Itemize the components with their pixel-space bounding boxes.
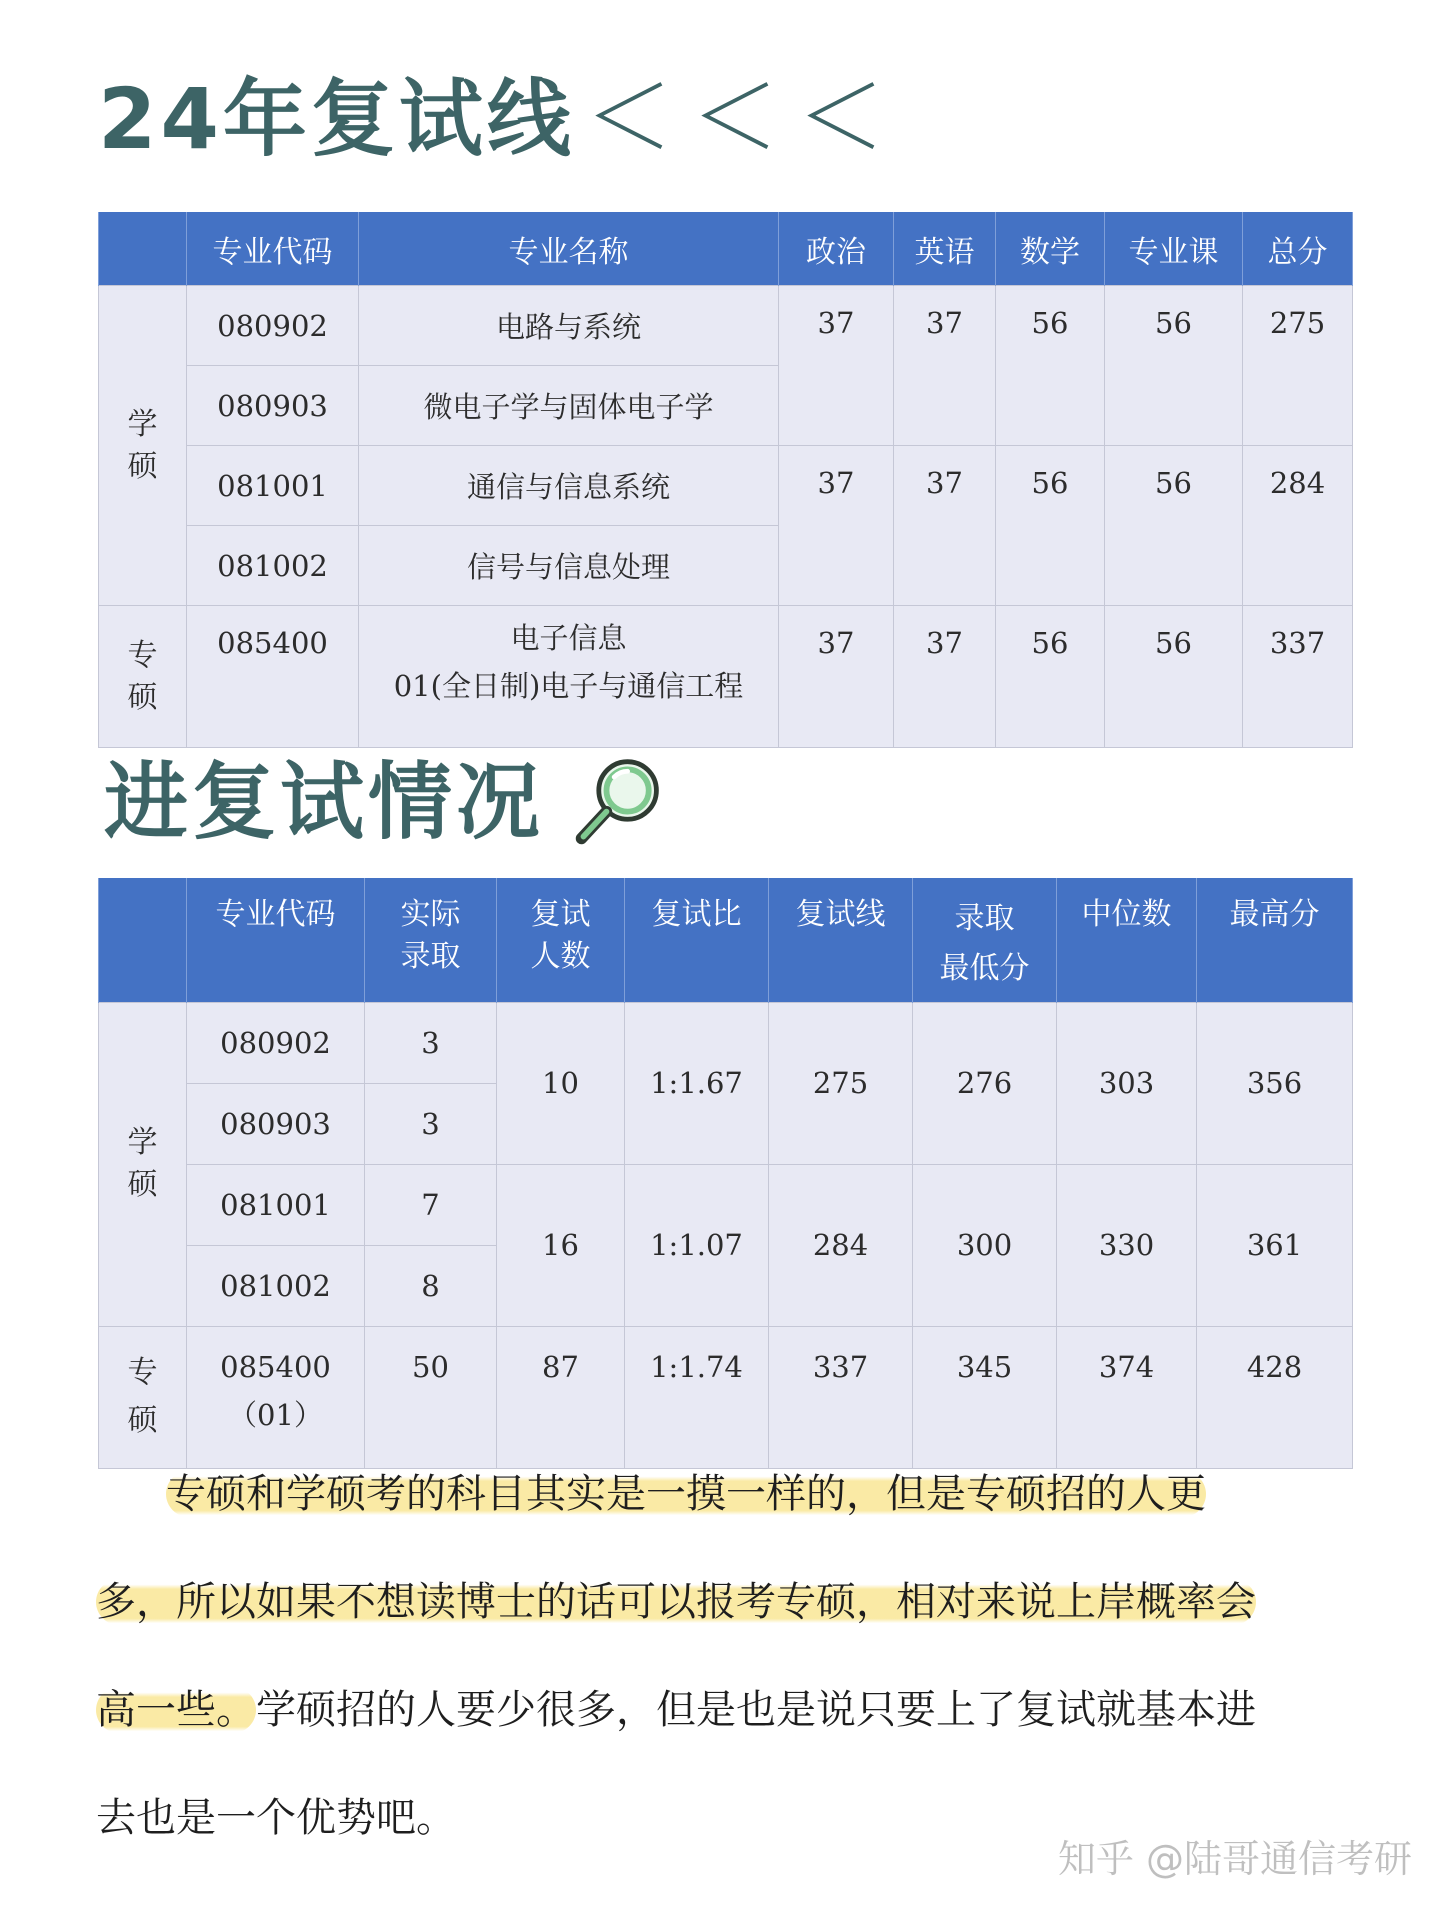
paragraph-line (96, 1788, 456, 1848)
plain-text: 学硕招的人要少很多，但是也是说只要上了复试就基本进 (256, 1687, 1256, 1733)
header-cell: 复试线 (769, 878, 913, 1002)
english-cell: 37 (894, 606, 996, 748)
admitted-cell: 3 (365, 1002, 497, 1083)
politics-cell: 37 (779, 446, 894, 606)
politics-cell: 37 (779, 606, 894, 748)
table-row (99, 1164, 1353, 1245)
table-row (99, 1326, 1353, 1468)
ratio-cell: 1:1.07 (625, 1164, 769, 1326)
highlighted-text: 专硕和学硕考的科目其实是一摸一样的，但是专硕招的人更 (166, 1471, 1206, 1517)
max-score-cell: 428 (1197, 1326, 1353, 1468)
category-cell-professional (99, 606, 187, 748)
header-cell: 中位数 (1057, 878, 1197, 1002)
major-name-line: 电子信息 (510, 621, 627, 655)
header-cell: 总分 (1243, 212, 1353, 286)
major-course-cell: 56 (1105, 606, 1243, 748)
ratio-cell: 1:1.67 (625, 1002, 769, 1164)
code-cell: 081002 (187, 1245, 365, 1326)
code-cell: 085400 (187, 606, 359, 748)
max-score-cell: 361 (1197, 1164, 1353, 1326)
category-label: 专 硕 (127, 1354, 158, 1438)
total-cell: 284 (1243, 446, 1353, 606)
header-cell: 专业代码 (187, 878, 365, 1002)
english-cell: 37 (894, 446, 996, 606)
max-score-cell: 356 (1197, 1002, 1353, 1164)
ratio-cell: 1:1.74 (625, 1326, 769, 1468)
code-cell: 080902 (187, 1002, 365, 1083)
header-cell: 专业代码 (187, 212, 359, 286)
paragraph-line (96, 1572, 1256, 1632)
code-cell: 080903 (187, 1083, 365, 1164)
total-cell: 337 (1243, 606, 1353, 748)
major-name-cell: 信号与信息处理 (359, 526, 779, 606)
header-cell: 英语 (894, 212, 996, 286)
table-row (99, 1002, 1353, 1083)
paragraph-line (96, 1680, 1256, 1740)
table-row (99, 286, 1353, 366)
major-name-cell: 微电子学与固体电子学 (359, 366, 779, 446)
header-cell: 最高分 (1197, 878, 1353, 1002)
code-cell (187, 1326, 365, 1468)
retest-line-cell: 284 (769, 1164, 913, 1326)
admitted-cell: 50 (365, 1326, 497, 1468)
major-course-cell: 56 (1105, 446, 1243, 606)
category-cell-academic (99, 286, 187, 606)
total-cell: 275 (1243, 286, 1353, 446)
category-cell-academic (99, 1002, 187, 1326)
major-course-cell: 56 (1105, 286, 1243, 446)
major-name-cell (359, 606, 779, 748)
admitted-cell: 7 (365, 1164, 497, 1245)
code-cell: 081001 (187, 446, 359, 526)
min-score-cell: 345 (913, 1326, 1057, 1468)
header-cell: 实际 录取 (365, 878, 497, 1002)
code-cell: 080903 (187, 366, 359, 446)
table-row (99, 446, 1353, 526)
header-cell: 专业课 (1105, 212, 1243, 286)
watermark: 知乎 @陆哥通信考研 (1057, 1837, 1412, 1881)
table-header-row (99, 212, 1353, 286)
retest-line-table (98, 212, 1353, 748)
major-name-line: 01(全日制)电子与通信工程 (393, 669, 744, 703)
interviewed-cell: 87 (497, 1326, 625, 1468)
plain-text: 去也是一个优势吧。 (96, 1795, 456, 1841)
admitted-cell: 3 (365, 1083, 497, 1164)
admitted-cell: 8 (365, 1245, 497, 1326)
header-cell: 数学 (996, 212, 1105, 286)
section-title-retest-status (104, 752, 666, 852)
retest-line-cell: 275 (769, 1002, 913, 1164)
highlighted-text: 多，所以如果不想读博士的话可以报考专硕，相对来说上岸概率会 (96, 1579, 1256, 1625)
code-line: 085400 (220, 1349, 331, 1384)
header-cell (99, 878, 187, 1002)
chevrons-left-icon: ＜＜＜ (584, 66, 903, 169)
min-score-cell: 300 (913, 1164, 1057, 1326)
min-score-cell: 276 (913, 1002, 1057, 1164)
category-cell-professional (99, 1326, 187, 1468)
median-cell: 374 (1057, 1326, 1197, 1468)
highlighted-text: 高一些。 (96, 1687, 256, 1733)
table-header-row (99, 878, 1353, 1002)
code-cell: 081002 (187, 526, 359, 606)
median-cell: 303 (1057, 1002, 1197, 1164)
section-title-text: 24年复试线 (98, 70, 575, 168)
politics-cell: 37 (779, 286, 894, 446)
header-cell: 政治 (779, 212, 894, 286)
category-label: 学 硕 (127, 1125, 158, 1202)
section-title-text: 进复试情况 (104, 753, 545, 851)
header-cell: 复试比 (625, 878, 769, 1002)
median-cell: 330 (1057, 1164, 1197, 1326)
header-cell: 专业名称 (359, 212, 779, 286)
interviewed-cell: 16 (497, 1164, 625, 1326)
interviewed-cell: 10 (497, 1002, 625, 1164)
magnifier-icon (570, 754, 666, 850)
math-cell: 56 (996, 286, 1105, 446)
major-name-cell: 通信与信息系统 (359, 446, 779, 526)
code-line: （01） (228, 1397, 323, 1432)
math-cell: 56 (996, 606, 1105, 748)
category-label: 学 硕 (127, 406, 158, 484)
table-row (99, 606, 1353, 748)
header-cell: 录取 最低分 (913, 878, 1057, 1002)
paragraph-line (166, 1464, 1206, 1524)
retest-line-cell: 337 (769, 1326, 913, 1468)
retest-status-table (98, 878, 1353, 1469)
category-label: 专 硕 (127, 637, 158, 715)
code-cell: 081001 (187, 1164, 365, 1245)
major-name-cell: 电路与系统 (359, 286, 779, 366)
header-cell (99, 212, 187, 286)
code-cell: 080902 (187, 286, 359, 366)
math-cell: 56 (996, 446, 1105, 606)
header-cell: 复试 人数 (497, 878, 625, 1002)
section-title-retest-line (98, 68, 903, 169)
english-cell: 37 (894, 286, 996, 446)
